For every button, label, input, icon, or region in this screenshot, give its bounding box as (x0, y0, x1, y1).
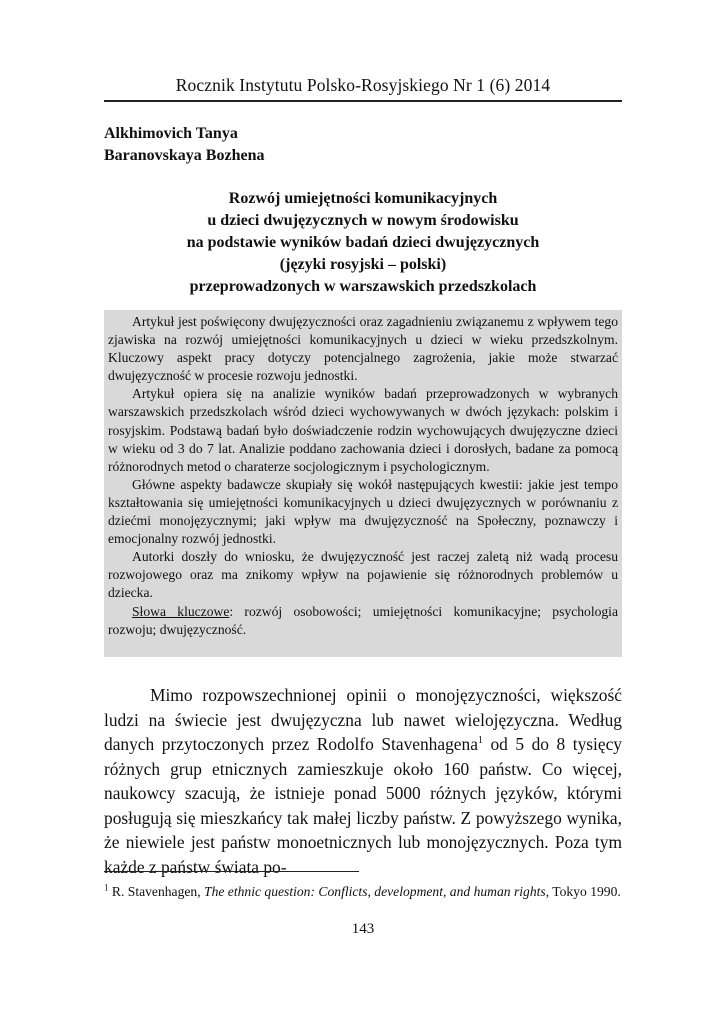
keywords-text: : rozwój osobowości; umiejętności komunikacyjne; psychologia rozwoju; dwujęzyczność. (108, 603, 618, 637)
body-text-part: Mimo rozpowszechnionej opinii o monojęzyczności, większość ludzi na świecie jest dwujęzyczna lub nawet wielojęzyczna. Według danych przytoczonych przez Rodolfo Stavenhagena (104, 685, 622, 754)
abstract-paragraph: Główne aspekty badawcze skupiały się wokół następujących kwestii: jakie jest tempo kształtowania się umiejętności komunikacyjnych u dzieci dwujęzycznych w porównaniu z dziećmi monojęzycznymi; jaki wpływ ma dwujęzyczność na Społeczny, poznawczy i emocjonalny rozwój jednostki. (108, 476, 618, 547)
body-paragraph (104, 683, 622, 879)
footnote-rule (104, 871, 359, 872)
footnote-title: The ethnic question: Conflicts, development, and human rights (204, 884, 546, 899)
abstract-paragraph: Artykuł jest poświęcony dwujęzyczności oraz zagadnieniu związanemu z wpływem tego zjawiska na rozwój umiejętności komunikacyjnych u dzieci w wieku przedszkolnym. Kluczowy aspekt pracy dotyczy potencjalnego zagrożenia, jakie może stwarzać dwujęzyczność w procesie rozwoju jednostki. (108, 314, 618, 384)
title-line: (języki rosyjski – polski) (279, 256, 447, 273)
footnote-marker: 1 (104, 882, 109, 893)
keywords (108, 603, 618, 639)
abstract-box (104, 310, 622, 657)
keywords-label: Słowa kluczowe (132, 603, 230, 619)
footnote-reference[interactable]: 1 (477, 735, 483, 747)
title-line: Rozwój umiejętności komunikacyjnych (228, 190, 498, 207)
title-line: przeprowadzonych w warszawskich przedszkolach (189, 278, 537, 295)
abstract-paragraph: Artykuł opiera się na analizie wyników badań przeprowadzonych w wybranych warszawskich przedszkolach wśród dzieci wychowywanych w dwóch językach: polskim i rosyjskim. Podstawą badań było doświadczenie rodzin wychowujących dwujęzyczne dzieci w wieku od 3 do 7 lat. Analizie poddano zachowania dzieci i dorosłych, badane za pomocą różnorodnych metod o charaterze socjologicznym i psychologicznym. (108, 386, 618, 474)
abstract-paragraph: Autorki doszły do wniosku, że dwujęzyczność jest raczej zaletą niż wadą procesu rozwojowego oraz ma znikomy wpływ na pojawienie się różnorodnych problemów u dziecka. (108, 549, 618, 601)
article-title (104, 188, 622, 298)
author-list (104, 123, 504, 167)
footnote-author: R. Stavenhagen, (108, 884, 205, 899)
footnote (104, 882, 622, 901)
running-header: Rocznik Instytutu Polsko-Rosyjskiego Nr 1 (6) 2014 (175, 75, 551, 95)
body-text-part: od 5 do 8 tysięcy różnych grup etnicznych zamieszkuje około 160 państw. Co więcej, naukowcy szacują, że istnieje ponad 5000 różnych języków, którymi posługują się mieszkańcy tak małej liczby państw. Z powyższego wynika, że niewiele jest państw monoetnicznych lub monojęzycznych. Poza tym każde z państw świata po- (104, 734, 622, 877)
body-text (104, 683, 622, 879)
page-number: 143 (351, 921, 375, 937)
author-name: Baranovskaya Bozhena (104, 147, 265, 164)
title-line: na podstawie wyników badań dzieci dwujęzycznych (186, 234, 540, 251)
footnote-rest: , Tokyo 1990. (545, 884, 621, 899)
title-line: u dzieci dwujęzycznych w nowym środowisku (207, 212, 519, 229)
header-rule (104, 100, 622, 102)
author-name: Alkhimovich Tanya (104, 125, 238, 142)
